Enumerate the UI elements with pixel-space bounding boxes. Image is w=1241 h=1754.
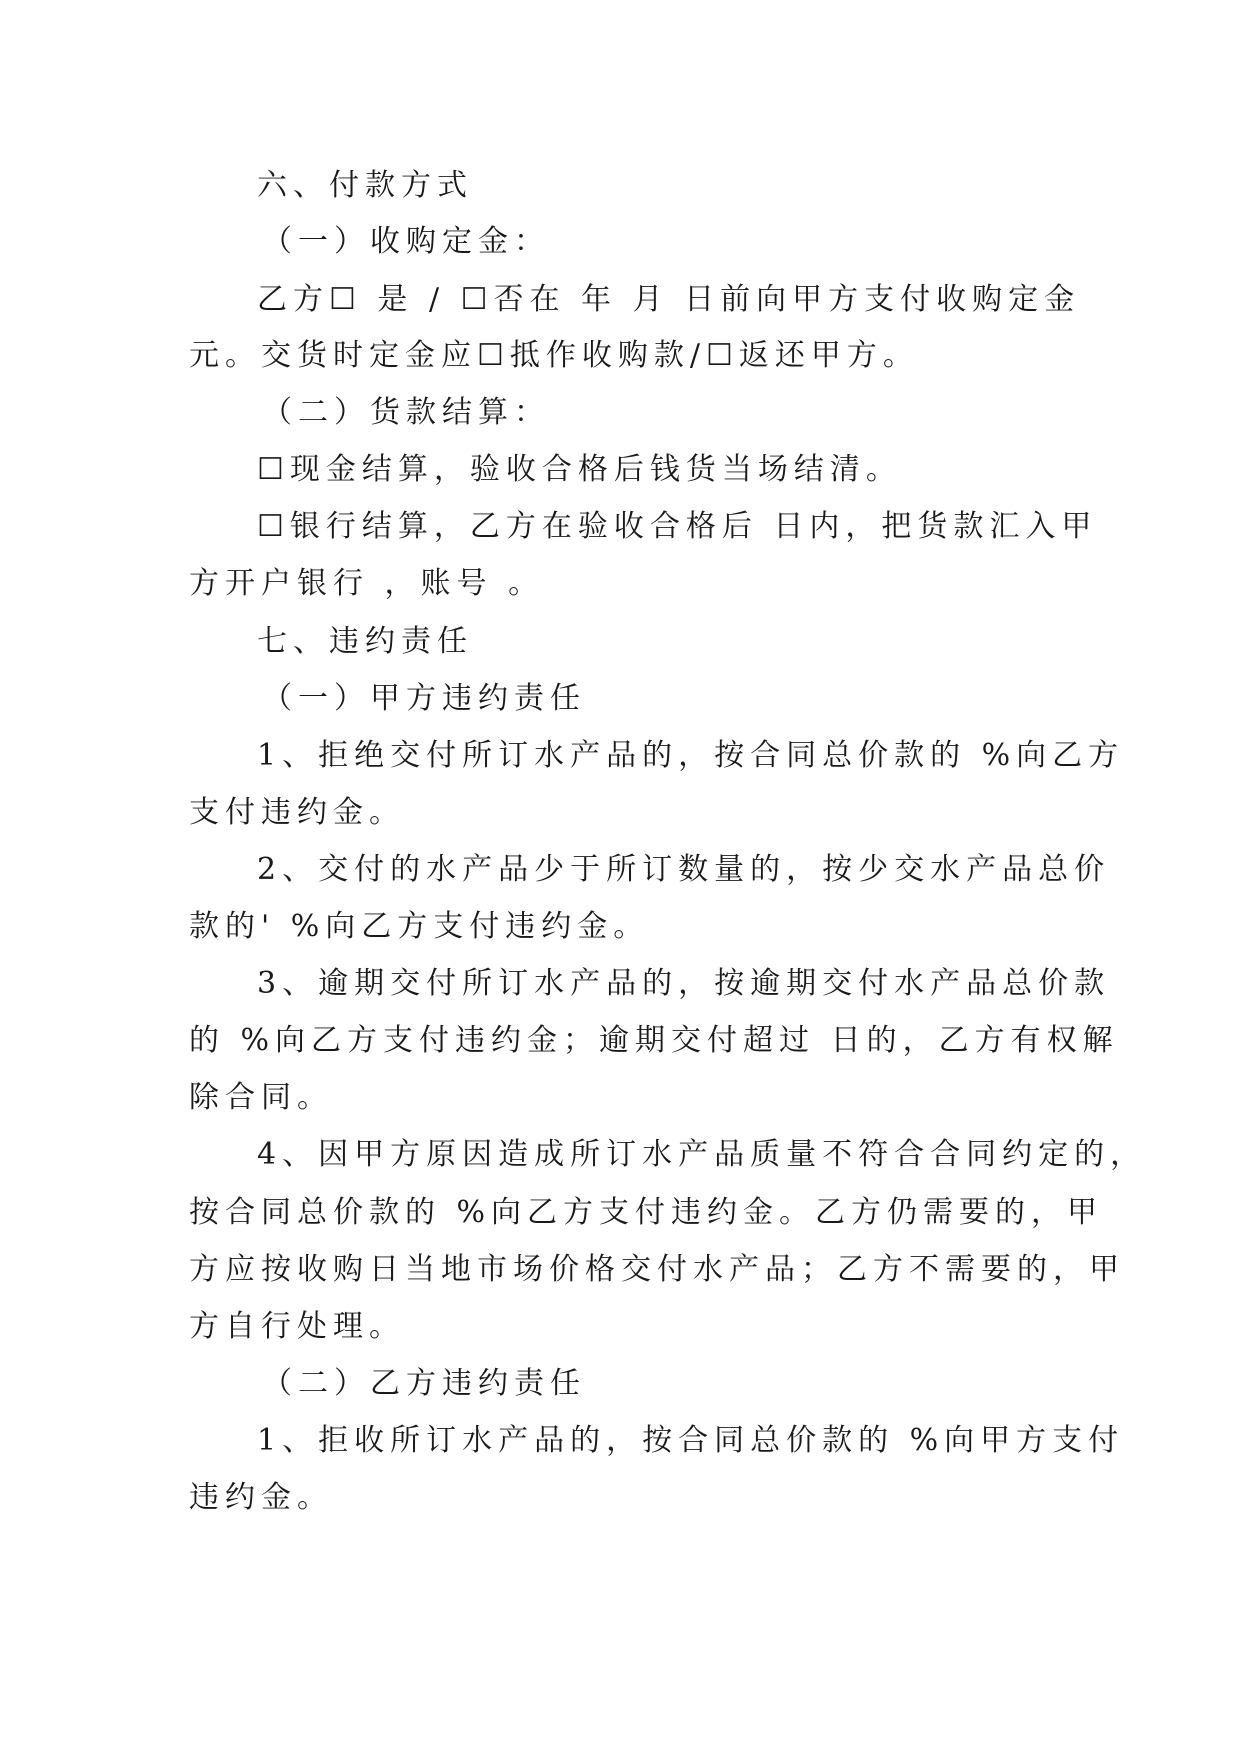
paragraph-line: 违约金。: [189, 1480, 333, 1515]
subsection-heading-party-b: （二）乙方违约责任: [262, 1366, 586, 1401]
subsection-heading-party-a: （一）甲方违约责任: [262, 681, 586, 716]
paragraph-line: 乙方☐ 是 / ☐否在 年 月 日前向甲方支付收购定金: [257, 282, 1081, 317]
paragraph-line: 方应按收购日当地市场价格交付水产品；乙方不需要的，甲: [189, 1252, 1125, 1287]
section-heading-liability: 七、违约责任: [257, 624, 473, 659]
paragraph-line: 2、交付的水产品少于所订数量的，按少交水产品总价: [257, 852, 1111, 887]
paragraph-line: 4、因甲方原因造成所订水产品质量不符合合同约定的，: [257, 1137, 1147, 1172]
paragraph-line: 除合同。: [189, 1080, 333, 1115]
section-heading-payment: 六、付款方式: [257, 168, 473, 203]
paragraph-line: ☐现金结算，验收合格后钱货当场结清。: [257, 452, 902, 487]
paragraph-line: 元。交货时定金应☐抵作收购款/☐返还甲方。: [189, 338, 919, 373]
paragraph-line: 3、逾期交付所订水产品的，按逾期交付水产品总价款: [257, 966, 1111, 1001]
subsection-heading-deposit: （一）收购定金：: [262, 224, 550, 259]
subsection-heading-settlement: （二）货款结算：: [262, 395, 550, 430]
paragraph-line: 1、拒收所订水产品的，按合同总价款的 %向甲方支付: [257, 1423, 1125, 1458]
paragraph-line: 1、拒绝交付所订水产品的，按合同总价款的 %向乙方: [257, 738, 1125, 773]
paragraph-line: 的 %向乙方支付违约金；逾期交付超过 日的，乙方有权解: [189, 1023, 1119, 1058]
paragraph-line: 按合同总价款的 %向乙方支付违约金。乙方仍需要的，甲: [189, 1195, 1104, 1230]
paragraph-line: ☐银行结算，乙方在验收合格后 日内，把货款汇入甲: [257, 509, 1098, 544]
paragraph-line: 款的' %向乙方支付违约金。: [189, 909, 650, 944]
paragraph-line: 方自行处理。: [189, 1309, 405, 1344]
paragraph-line: 支付违约金。: [189, 795, 405, 830]
paragraph-line: 方开户银行 ，账号 。: [189, 566, 545, 601]
